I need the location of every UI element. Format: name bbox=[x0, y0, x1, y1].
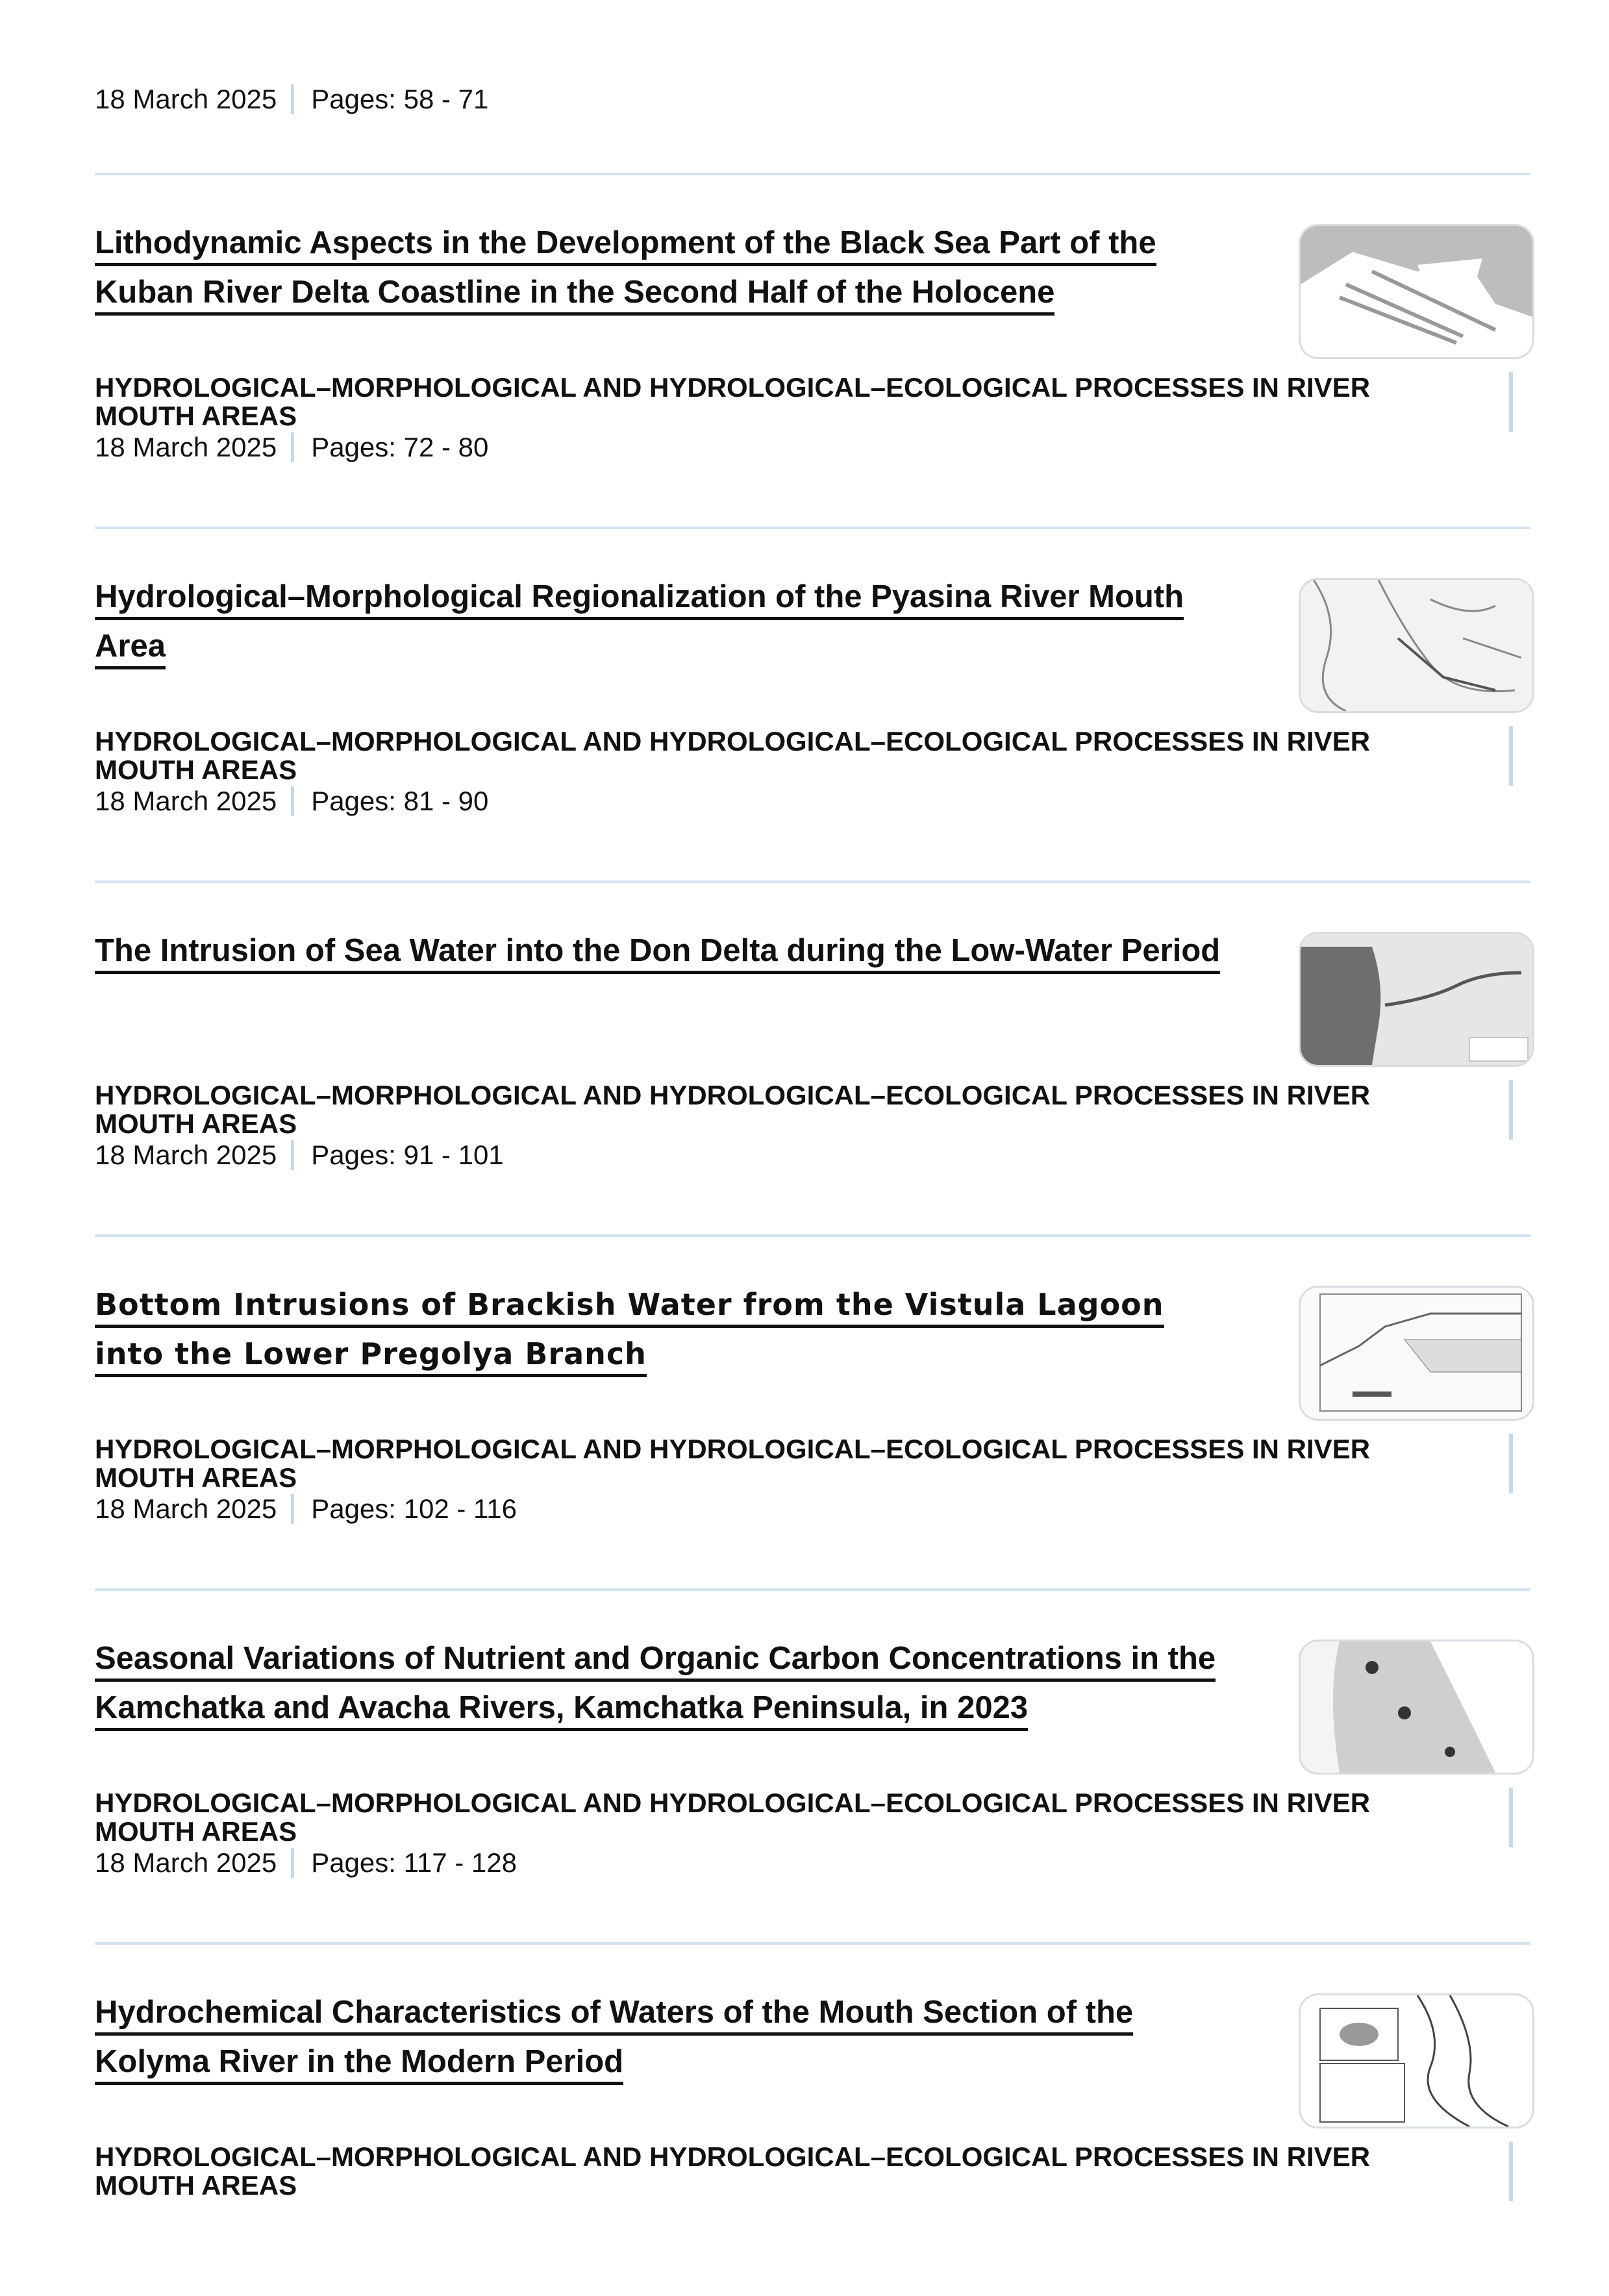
publish-date: 18 March 2025 bbox=[95, 1847, 277, 1878]
article-title bbox=[95, 1280, 1238, 1379]
article-category: HYDROLOGICAL–MORPHOLOGICAL AND HYDROLOGICAL–ECOLOGICAL PROCESSES IN RIVER MOUTH AREAS bbox=[95, 1434, 1371, 1493]
meta-separator bbox=[291, 786, 294, 816]
article-category: HYDROLOGICAL–MORPHOLOGICAL AND HYDROLOGICAL–ECOLOGICAL PROCESSES IN RIVER MOUTH AREAS bbox=[95, 1788, 1371, 1847]
meta-separator bbox=[291, 84, 294, 114]
article-entry bbox=[0, 1234, 1609, 1588]
map-image bbox=[1301, 1288, 1532, 1419]
page-range: Pages: 91 - 101 bbox=[311, 1140, 504, 1170]
category-accent-bar bbox=[1509, 1434, 1513, 1493]
page-range: Pages: 117 - 128 bbox=[311, 1847, 517, 1878]
category-accent-bar bbox=[1509, 726, 1513, 786]
article-title-link[interactable]: Seasonal Variations of Nutrient and Organic Carbon Concentrations in the Kamchatka and Avacha Rivers, Kamchatka Peninsula, in 2023 bbox=[95, 1641, 1216, 1731]
article-entry bbox=[0, 880, 1609, 1234]
article-category: HYDROLOGICAL–MORPHOLOGICAL AND HYDROLOGICAL–ECOLOGICAL PROCESSES IN RIVER MOUTH AREAS bbox=[95, 726, 1371, 785]
page-range: Pages: 81 - 90 bbox=[311, 786, 489, 816]
map-image bbox=[1301, 226, 1532, 357]
map-thumbnail-pyasina[interactable] bbox=[1299, 578, 1534, 713]
article-meta bbox=[95, 785, 488, 817]
article-title bbox=[95, 1988, 1238, 2086]
article-title-link[interactable]: Hydrological–Morphological Regionalization of the Pyasina River Mouth Area bbox=[95, 579, 1184, 669]
publish-date: 18 March 2025 bbox=[95, 84, 277, 114]
publish-date: 18 March 2025 bbox=[95, 432, 277, 462]
publish-date: 18 March 2025 bbox=[95, 1140, 277, 1170]
category-accent-bar bbox=[1509, 372, 1513, 432]
category-accent-bar bbox=[1509, 2141, 1513, 2201]
article-title bbox=[95, 926, 1238, 975]
map-thumbnail-vistula[interactable] bbox=[1299, 1286, 1534, 1421]
map-image bbox=[1301, 1995, 1532, 2127]
article-category: HYDROLOGICAL–MORPHOLOGICAL AND HYDROLOGICAL–ECOLOGICAL PROCESSES IN RIVER MOUTH AREAS bbox=[95, 372, 1371, 431]
map-thumbnail-kamchatka[interactable] bbox=[1299, 1640, 1534, 1775]
article-title-link[interactable]: Bottom Intrusions of Brackish Water from the Vistula Lagoon into the Lower Pregolya Branch bbox=[95, 1287, 1164, 1377]
article-title-link[interactable]: Lithodynamic Aspects in the Development of the Black Sea Part of the Kuban River Delta Coastline in the Second Half of the Holocene bbox=[95, 225, 1156, 316]
article-entry bbox=[0, 1942, 1609, 2296]
map-image bbox=[1301, 934, 1532, 1065]
publish-date: 18 March 2025 bbox=[95, 1493, 277, 1524]
article-entry bbox=[0, 173, 1609, 527]
map-thumbnail-kolyma[interactable] bbox=[1299, 1993, 1534, 2128]
article-title bbox=[95, 1634, 1238, 1732]
publish-date: 18 March 2025 bbox=[95, 786, 277, 816]
article-title-link[interactable]: Hydrochemical Characteristics of Waters of the Mouth Section of the Kolyma River in the Modern Period bbox=[95, 1995, 1133, 2085]
article-meta bbox=[95, 1139, 504, 1171]
category-accent-bar bbox=[1509, 1788, 1513, 1847]
article-title bbox=[95, 572, 1238, 671]
page-range: Pages: 72 - 80 bbox=[311, 432, 489, 462]
map-thumbnail-don-delta[interactable] bbox=[1299, 932, 1534, 1067]
map-thumbnail-kuban-delta[interactable] bbox=[1299, 224, 1534, 359]
meta-separator bbox=[291, 1494, 294, 1524]
meta-separator bbox=[291, 1140, 294, 1170]
page-range: Pages: 102 - 116 bbox=[311, 1493, 517, 1524]
map-image bbox=[1301, 1641, 1532, 1773]
map-image bbox=[1301, 580, 1532, 711]
category-accent-bar bbox=[1509, 1080, 1513, 1140]
meta-separator bbox=[291, 1848, 294, 1878]
article-meta bbox=[95, 431, 488, 464]
article-title bbox=[95, 218, 1238, 317]
top-article-meta bbox=[95, 83, 488, 116]
article-entry bbox=[0, 1588, 1609, 1942]
article-entry bbox=[0, 527, 1609, 880]
article-meta bbox=[95, 1493, 517, 1525]
article-category: HYDROLOGICAL–MORPHOLOGICAL AND HYDROLOGICAL–ECOLOGICAL PROCESSES IN RIVER MOUTH AREAS bbox=[95, 1080, 1371, 1139]
page-range: Pages: 58 - 71 bbox=[311, 84, 489, 114]
article-category: HYDROLOGICAL–MORPHOLOGICAL AND HYDROLOGICAL–ECOLOGICAL PROCESSES IN RIVER MOUTH AREAS bbox=[95, 2141, 1371, 2201]
article-title-link[interactable]: The Intrusion of Sea Water into the Don Delta during the Low-Water Period bbox=[95, 933, 1220, 974]
article-meta bbox=[95, 1847, 517, 1879]
meta-separator bbox=[291, 432, 294, 462]
